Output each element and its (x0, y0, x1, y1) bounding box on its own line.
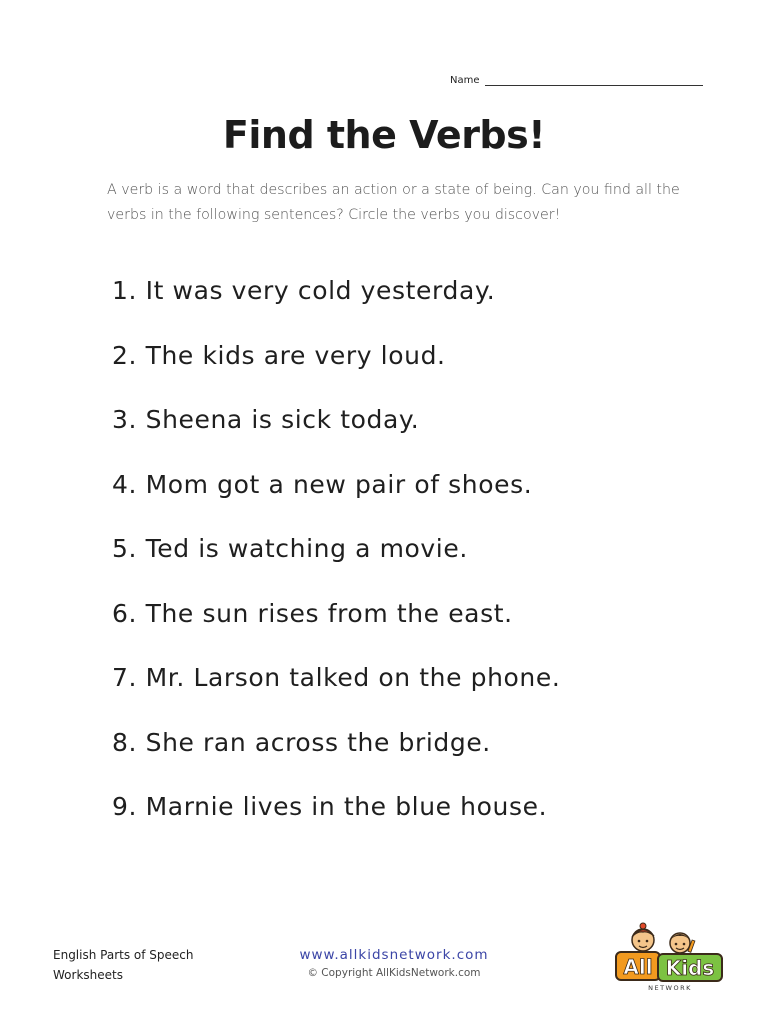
sentence-item: 2. The kids are very loud. (112, 340, 446, 370)
logo-all-block (616, 952, 660, 980)
sentence-item: 6. The sun rises from the east. (112, 598, 513, 628)
name-field[interactable] (450, 75, 703, 86)
instructions-paragraph: A verb is a word that describes an action or a state of being. Can you find all the verbs in the following sentences? Circle the verbs you discover! (107, 182, 680, 223)
sentence-item: 8. She ran across the bridge. (112, 727, 491, 757)
sentence-item: 3. Sheena is sick today. (112, 405, 420, 434)
allkids-logo (610, 920, 730, 995)
logo-kids-text: Kids (665, 956, 715, 980)
logo-network-text: NETWORK (648, 984, 692, 992)
copyright-text: © Copyright AllKidsNetwork.com (307, 967, 481, 979)
kid-green-icon (670, 933, 695, 953)
sentence-item: 1. It was very cold yesterday. (112, 276, 496, 305)
series-line-2: Worksheets (53, 968, 123, 982)
kid-orange-icon (632, 923, 654, 951)
name-label: Name (450, 75, 480, 86)
logo-all-text: All (623, 955, 653, 979)
series-line-1: English Parts of Speech (53, 948, 194, 962)
name-blank-line[interactable] (485, 75, 703, 86)
sentence-item: 9. Marnie lives in the blue house. (112, 792, 548, 821)
website-link[interactable]: www.allkidsnetwork.com (299, 947, 489, 963)
sentence-item: 5. Ted is watching a movie. (112, 534, 468, 563)
sentence-list (112, 276, 560, 857)
worksheet-title: Find the Verbs! (222, 113, 546, 157)
sentence-item: 7. Mr. Larson talked on the phone. (112, 663, 561, 692)
sentence-item: 4. Mom got a new pair of shoes. (112, 469, 533, 499)
logo-kids-block (658, 954, 722, 981)
